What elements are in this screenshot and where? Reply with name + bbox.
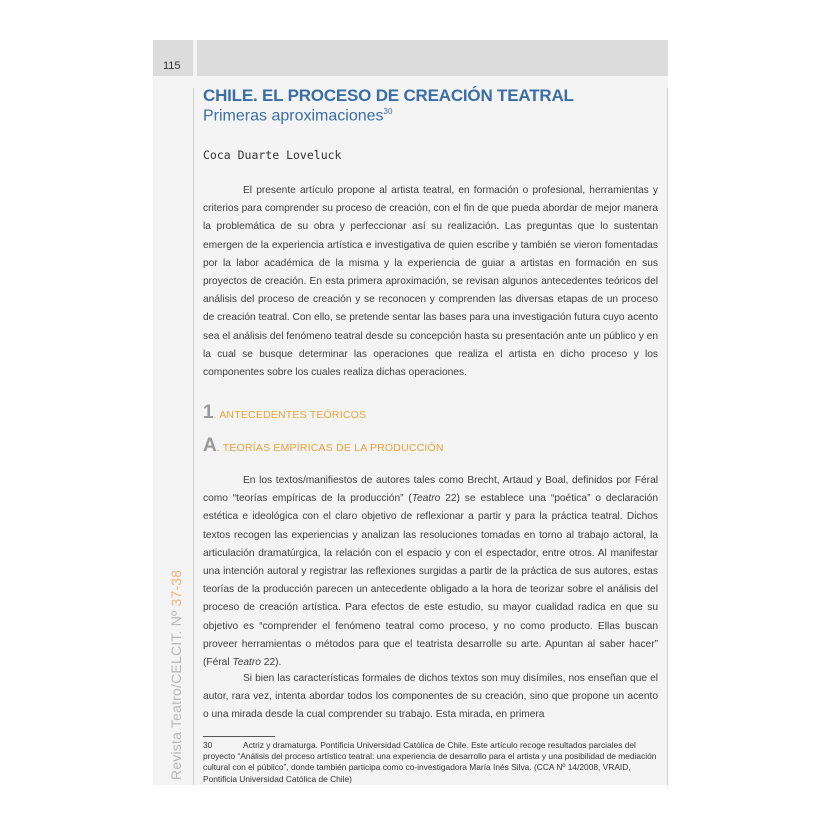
citation-title: Teatro [411,493,441,505]
article-title: CHILE. EL PROCESO DE CREACIÓN TEATRAL [203,86,574,105]
section-number: A [203,435,217,456]
section-label: . TEORÍAS EMPÍRICAS DE LA PRODUCCIÓN [216,442,444,454]
article-subtitle [203,107,392,125]
body-paragraph-1 [203,472,658,672]
journal-name: Revista Teatro/CELCIT. Nº [168,606,184,780]
footnote [203,740,658,785]
footnote-text: Actriz y dramaturga. Pontificia Universidad Católica de Chile. Este artículo recoge resultados parciales del proyecto “Análisis del proceso artístico teatral: una experiencia de desarrollo para el artista y una posibilidad de mediación cultural con el público”, donde también participa como co-investigadora María Inés Silva. (CCA Nº 14/2008, VRAID, Pontificia Universidad Católica de Chile) [203,740,657,784]
section-label: . ANTECEDENTES TEÓRICOS [213,409,367,421]
body-paragraph-2: Si bien las características formales de dichos textos son muy disímiles, nos enseñan que el autor, rara vez, intenta abordar todos los componentes de su creación, sino que propone un acento o una mirada desde la cual comprender su trabajo. Esta mirada, en primera [203,673,658,721]
article-author: Coca Duarte Loveluck [203,148,342,162]
citation-title: Teatro [232,657,261,669]
section-heading-a [203,435,444,457]
section-heading-1 [203,402,366,424]
journal-side-label [168,570,184,780]
paragraph-text: En los textos/manifiestos de autores tales como Brecht, Artaud y Boal, definidos por Féral como “teorías empíricas de la producción” ( [203,475,658,505]
footnote-marker: 30 [383,107,393,116]
header-bar [197,40,668,76]
section-number: 1 [203,402,214,423]
gutter-divider [193,88,194,785]
paragraph-text: 22). [260,657,282,669]
page-number: 115 [163,60,181,72]
right-divider [667,88,668,785]
article-subtitle-text: Primeras aproximaciones [203,107,384,125]
footnote-number: 30 [203,740,213,750]
abstract-paragraph: El presente artículo propone al artista teatral, en formación o profesional, herramientas y criterios para comprender su proceso de creación, con el fin de que pueda abordar de mejor manera la problemática de su obra y perfeccionar así su realización. Las preguntas que lo sustentan emergen de la experiencia artística e investigativa de quien escribe y también se vieron fomentadas por la labor académica de la misma y la experiencia de guiar a artistas en formación en sus proyectos de creación. En esta primera aproximación, se revisan algunos antecedentes teóricos del análisis del proceso de creación y se reconocen y comprenden las diversas etapas de un proceso de creación teatral. Con ello, se pretende sentar las bases para una investigación futura cuyo acento sea el análisis del fenómeno teatral desde su concepción hasta su presentación ante un público y en la cual se busque determinar las operaciones que realiza el artista en dicho proceso y los componentes sobre los cuales realiza dichas operaciones. [203,185,658,379]
paragraph-text: 22) se establece una “poética” o declaración estética e ideológica con el claro objetivo de reflexionar a partir y para la práctica teatral. Dichos textos recogen las experiencias y analizan las resoluciones tomadas en torno al trabajo actoral, la articulación dramatúrgica, la relación con el espacio y con el espectador, entre otros. Al manifestar una intención autoral y registrar las reflexiones surgidas a partir de la práctica de sus autores, estas teorías de la producción parecen un antecedente obligado a la hora de teorizar sobre el análisis del proceso de creación artística. Para efectos de este estudio, su mayor cualidad radica en que su objetivo es “comprender el fenómeno teatral como proceso, y no como producto. Ellas buscan proveer herramientas o métodos para que el teatrista desarrolle su arte. Apuntan al saber hacer” (Féral [203,493,658,669]
footnote-rule [203,736,275,737]
journal-issue: 37-38 [168,569,184,607]
